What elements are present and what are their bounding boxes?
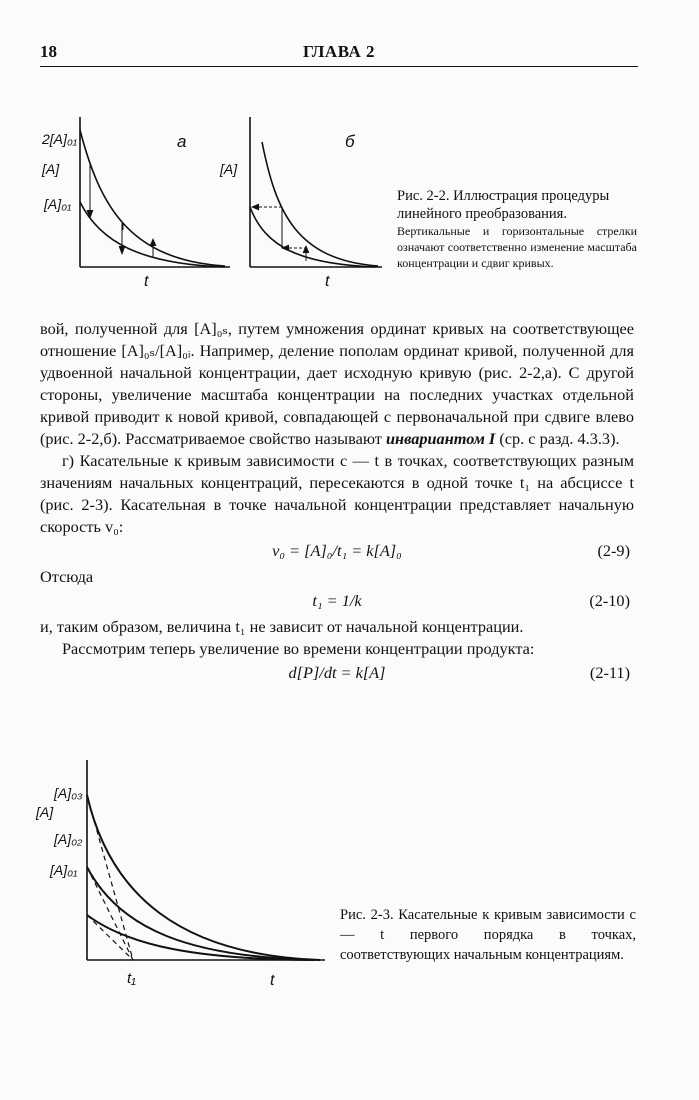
figure-2-2-graphic [40, 112, 390, 297]
panel-b-y-label: [A] [220, 161, 238, 177]
paragraph-3: и, таким образом, величина t₁ не зависит от начальной концентрации. [40, 617, 524, 636]
figure-2-2-caption [397, 187, 637, 271]
equation-2-9 [40, 540, 634, 564]
panel-a-y-label-low: [A]₀₁ [44, 196, 72, 212]
fig23-y-label-02: [A]₀₂ [54, 831, 83, 847]
panel-a [41, 117, 230, 290]
figure-2-2-caption-detail: Вертикальные и горизонтальные стрелки означают соответственно изменение масштаба концентрации и сдвиг кривых. [397, 224, 637, 270]
panel-a-label: а [177, 132, 187, 151]
fig23-x-label-t: t [270, 972, 275, 989]
chapter-title: ГЛАВА 2 [303, 42, 375, 61]
paragraph-4: Рассмотрим теперь увеличение во времени концентрации продукта: [62, 639, 535, 658]
term-invariant: инвариантом I [385, 429, 496, 448]
equation-2-11 [40, 662, 634, 686]
figure-2-2-caption-main: Рис. 2-2. Иллюстрация процедуры линейного преобразования. [397, 188, 610, 222]
fig23-x-label-t1: t₁ [127, 970, 136, 987]
page-number: 18 [40, 42, 57, 61]
figure-2-3-caption: Рис. 2-3. Касательные к кривым зависимости c — t первого порядка в точках, соответствующих начальным концентрациям. [340, 907, 636, 963]
equation-2-10 [40, 590, 634, 614]
equation-2-9-formula: v₀ = [A]₀/t₁ = k[A]₀ [272, 541, 402, 560]
equation-2-11-formula: d[P]/dt = k[A] [288, 663, 386, 682]
equation-2-10-formula: t₁ = 1/k [312, 591, 362, 610]
panel-b-label: б [345, 132, 355, 151]
fig23-curve-01 [87, 915, 310, 960]
figure-2-2 [40, 112, 390, 297]
panel-b-curve-1 [262, 142, 378, 266]
figure-2-3 [30, 755, 330, 1000]
equation-2-10-number: (2-10) [589, 591, 630, 610]
fig23-curve-02 [87, 867, 315, 960]
panel-b-x-label: t [325, 273, 330, 290]
panel-a-arrow-2-head [119, 246, 125, 254]
paragraph-2: г) Касательные к кривым зависимости c — t в точках, соответствующих разным значениям начальных концентраций, пересекаются в одной точке t₁ на абсциссе t (рис. 2-3). Касательная в точке начальной концентрации представляет начальную скорость v₀: [40, 451, 634, 536]
fig23-y-label-03: [A]₀₃ [54, 785, 83, 801]
page-header [40, 40, 638, 67]
panel-b [219, 117, 382, 290]
equation-2-9-number: (2-9) [597, 541, 630, 560]
body-text [40, 318, 634, 688]
fig23-y-label-01: [A]₀₁ [50, 862, 78, 878]
paragraph-otsyuda: Отсюда [40, 567, 94, 586]
panel-a-y-label-top: 2[A]₀₁ [42, 131, 78, 147]
equation-2-11-number: (2-11) [589, 663, 630, 682]
panel-a-y-label-mid: [A] [42, 161, 60, 177]
panel-a-arrow-3-head [150, 239, 156, 246]
paragraph-1: вой, полученной для [A]₀ₛ, путем умножения ординат кривых на соответствующее отношение [A]₀ₛ/[A]₀ᵢ. Например, деление пополам ординат кривой, полученной для удвоенной начальной концентрации, дает исходную кривую (рис. 2-2,а). С другой стороны, увеличение масштаба концентрации на последних участках отдельной кривой приводит к новой кривой, совпадающей с первоначальной при сдвиге влево (рис. 2-2,б). Рассматриваемое свойство называют инвариантом I (ср. с разд. 4.3.3). [40, 319, 634, 448]
panel-b-curve-2 [250, 207, 375, 267]
fig23-y-label-a: [A] [36, 804, 54, 820]
figure-2-3-graphic [30, 755, 330, 1000]
fig23-tangent-01 [87, 915, 133, 960]
panel-a-x-label: t [144, 273, 149, 290]
